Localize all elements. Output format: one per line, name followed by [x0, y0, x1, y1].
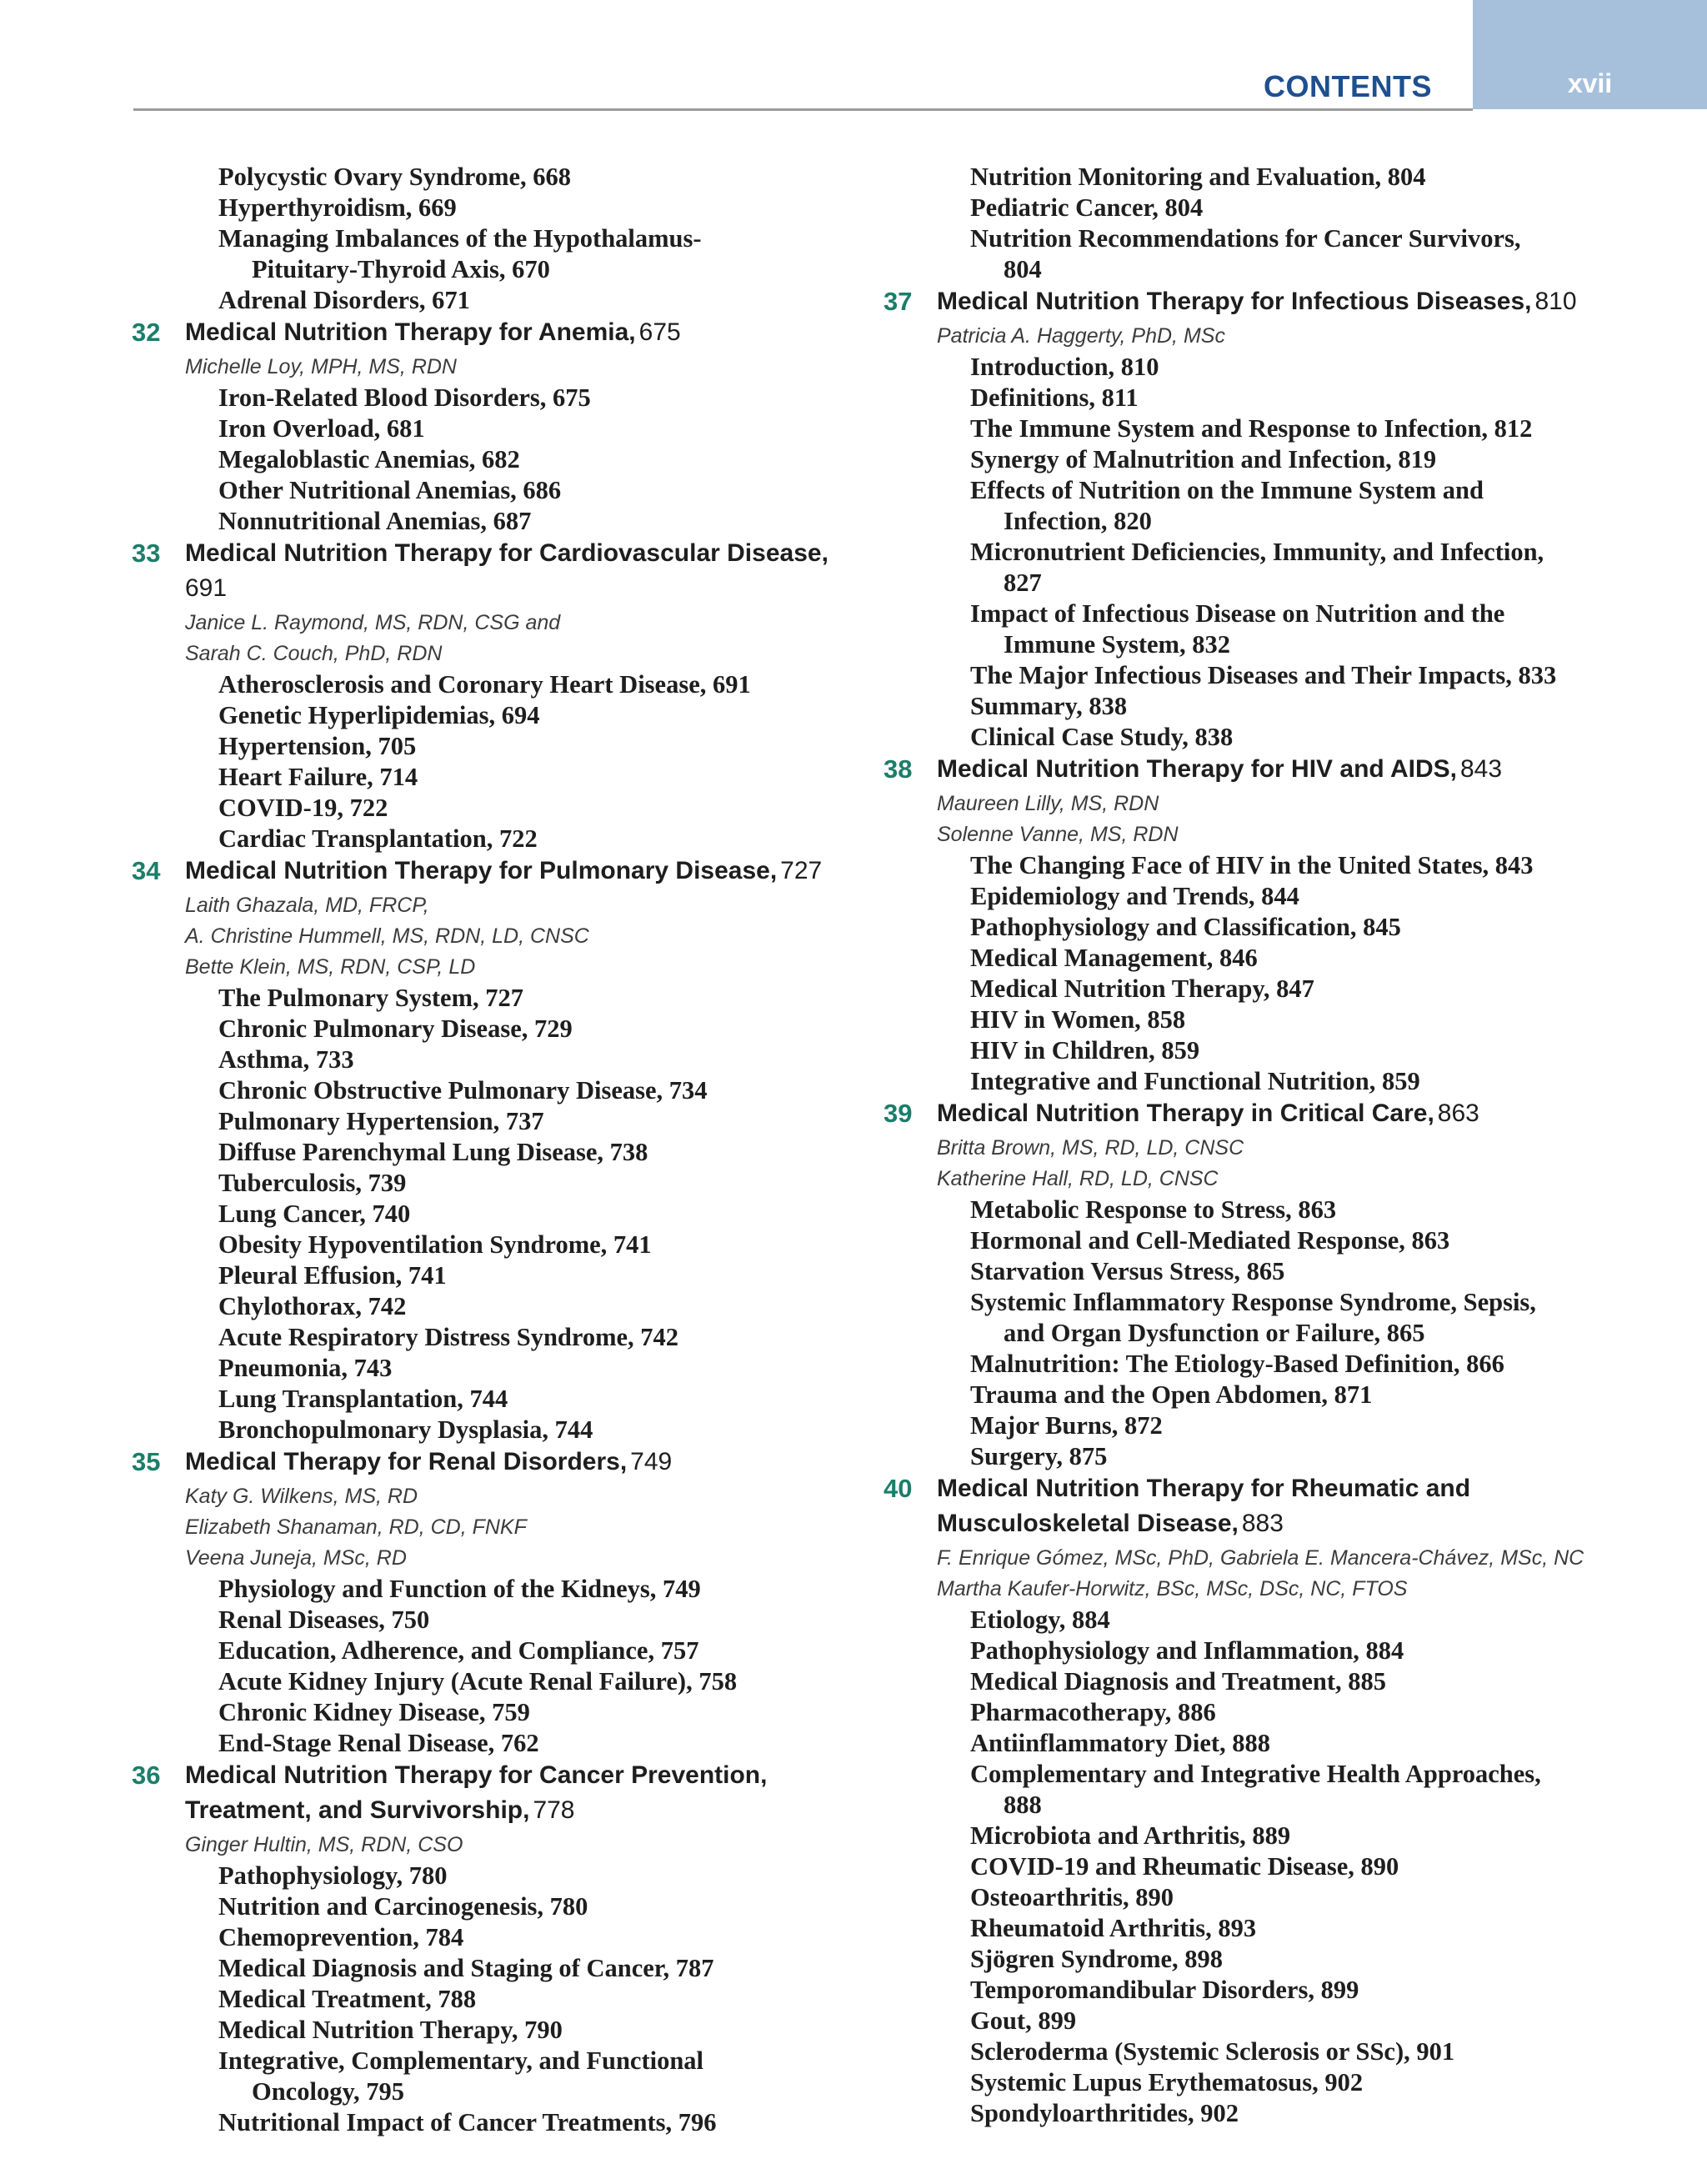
- section-title: Medical Management, 846: [970, 944, 1258, 972]
- section-title: Starvation Versus Stress, 865: [970, 1257, 1285, 1285]
- chapter-author: Martha Kaufer-Horwitz, BSc, MSc, DSc, NC, FTOS: [937, 1577, 1408, 1600]
- section-title: Adrenal Disorders, 671: [218, 286, 470, 314]
- section-title: Microbiota and Arthritis, 889: [970, 1821, 1291, 1850]
- section-title: Atherosclerosis and Coronary Heart Disease, 691: [218, 670, 751, 699]
- section-entry[interactable]: [125, 1106, 859, 1137]
- section-entry[interactable]: [125, 223, 859, 285]
- section-entry[interactable]: [877, 1759, 1610, 1821]
- section-title: Chylothorax, 742: [218, 1292, 407, 1320]
- section-entry[interactable]: [877, 444, 1610, 475]
- chapter-number: 33: [132, 538, 161, 568]
- toc-left-column: [125, 162, 859, 2138]
- section-entry[interactable]: [125, 1697, 859, 1728]
- section-title: Pathophysiology and Inflammation, 884: [970, 1636, 1404, 1665]
- chapter-title: Medical Nutrition Therapy for Pulmonary Disease,: [185, 857, 778, 884]
- section-title: Summary, 838: [970, 692, 1128, 720]
- section-title: Medical Diagnosis and Staging of Cancer, 787: [218, 1954, 714, 1982]
- section-title: Acute Respiratory Distress Syndrome, 742: [218, 1323, 679, 1351]
- section-entry[interactable]: [877, 881, 1610, 912]
- section-title: Effects of Nutrition on the Immune System and: [970, 476, 1484, 504]
- section-entry[interactable]: [877, 2067, 1610, 2098]
- section-title: Nutrition Monitoring and Evaluation, 804: [970, 163, 1426, 191]
- chapter-number: 35: [132, 1447, 161, 1476]
- section-entry[interactable]: [125, 1014, 859, 1044]
- section-entry[interactable]: [125, 1984, 859, 2015]
- section-title: Medical Nutrition Therapy, 790: [218, 2016, 563, 2044]
- chapter-author: F. Enrique Gómez, MSc, PhD, Gabriela E. Mancera-Chávez, MSc, NC: [937, 1546, 1584, 1570]
- section-title: Medical Diagnosis and Treatment, 885: [970, 1667, 1387, 1696]
- chapter-title: Medical Nutrition Therapy for Rheumatic and Musculoskeletal Disease,: [937, 1475, 1471, 1537]
- section-entry[interactable]: [125, 1635, 859, 1666]
- section-title-continued: Pituitary-Thyroid Axis, 670: [252, 255, 550, 283]
- chapter-page: 727: [780, 857, 823, 884]
- section-title: Chronic Obstructive Pulmonary Disease, 734: [218, 1076, 708, 1105]
- chapter-page: 778: [533, 1796, 575, 1824]
- chapter-author: Elizabeth Shanaman, RD, CD, FNKF: [185, 1515, 527, 1539]
- section-title: Impact of Infectious Disease on Nutrition and the: [970, 599, 1505, 628]
- section-entry[interactable]: [125, 1415, 859, 1445]
- chapter-author: Bette Klein, MS, RDN, CSP, LD: [185, 955, 476, 979]
- chapter-entry[interactable]: [125, 1760, 859, 1830]
- section-title: Integrative and Functional Nutrition, 859: [970, 1067, 1420, 1095]
- chapter-title: Medical Therapy for Renal Disorders,: [185, 1448, 628, 1475]
- section-entry[interactable]: [877, 383, 1610, 413]
- section-entry[interactable]: [877, 1666, 1610, 1697]
- section-entry[interactable]: [877, 2036, 1610, 2067]
- section-entry[interactable]: [125, 1353, 859, 1384]
- section-title: Lung Cancer, 740: [218, 1200, 411, 1228]
- section-entry[interactable]: [125, 162, 859, 193]
- section-title: HIV in Women, 858: [970, 1005, 1186, 1034]
- running-head: CONTENTS: [1264, 69, 1432, 103]
- section-entry[interactable]: [877, 1697, 1610, 1728]
- section-entry[interactable]: [877, 1035, 1610, 1066]
- section-title: Iron Overload, 681: [218, 414, 425, 443]
- chapter-author: Laith Ghazala, MD, FRCP,: [185, 894, 429, 917]
- section-title: Iron-Related Blood Disorders, 675: [218, 383, 591, 412]
- section-entry[interactable]: [877, 850, 1610, 881]
- chapter-number: 39: [884, 1099, 913, 1128]
- section-title: Polycystic Ovary Syndrome, 668: [218, 163, 572, 191]
- section-title: Introduction, 810: [970, 353, 1159, 381]
- chapter-page: 863: [1437, 1100, 1479, 1127]
- section-title: HIV in Children, 859: [970, 1036, 1200, 1064]
- section-title: The Major Infectious Diseases and Their Impacts, 833: [970, 661, 1557, 689]
- section-title: The Pulmonary System, 727: [218, 984, 523, 1012]
- section-entry[interactable]: [877, 1349, 1610, 1380]
- section-entry[interactable]: [877, 1882, 1610, 1913]
- chapter-title: Medical Nutrition Therapy for HIV and AIDS,: [937, 755, 1457, 783]
- chapter-entry[interactable]: [877, 1473, 1610, 1543]
- section-entry[interactable]: [125, 1922, 859, 1953]
- chapter-page: 691: [185, 574, 228, 602]
- chapter-title: Medical Nutrition Therapy in Critical Care,: [937, 1100, 1434, 1127]
- section-title: Temporomandibular Disorders, 899: [970, 1976, 1359, 2004]
- section-entry[interactable]: [125, 1666, 859, 1697]
- section-entry[interactable]: [125, 475, 859, 506]
- section-title: Lung Transplantation, 744: [218, 1385, 508, 1413]
- section-title: Nutritional Impact of Cancer Treatments, 796: [218, 2108, 717, 2136]
- section-title: Chemoprevention, 784: [218, 1923, 464, 1951]
- toc-right-column: [877, 162, 1610, 2129]
- section-title: Heart Failure, 714: [218, 763, 418, 791]
- chapter-author: Katy G. Wilkens, MS, RD: [185, 1485, 418, 1508]
- chapter-author: A. Christine Hummell, MS, RDN, LD, CNSC: [185, 924, 589, 948]
- section-entry[interactable]: [877, 2006, 1610, 2036]
- section-entry[interactable]: [125, 2107, 859, 2138]
- chapter-entry[interactable]: [877, 754, 1610, 789]
- section-entry[interactable]: [125, 444, 859, 475]
- section-title: Rheumatoid Arthritis, 893: [970, 1914, 1257, 1942]
- section-entry[interactable]: [877, 193, 1610, 223]
- section-entry[interactable]: [125, 1260, 859, 1291]
- chapter-author: Ginger Hultin, MS, RDN, CSO: [185, 1833, 463, 1856]
- section-title: Synergy of Malnutrition and Infection, 819: [970, 445, 1437, 473]
- section-title: Major Burns, 872: [970, 1411, 1163, 1440]
- section-title: Pharmacotherapy, 886: [970, 1698, 1216, 1726]
- section-entry[interactable]: [877, 691, 1610, 722]
- chapter-number: 36: [132, 1761, 161, 1790]
- section-entry[interactable]: [125, 285, 859, 316]
- chapter-page: 749: [630, 1448, 673, 1475]
- section-entry[interactable]: [125, 1891, 859, 1922]
- chapter-entry[interactable]: [125, 538, 859, 608]
- section-title: Pathophysiology, 780: [218, 1861, 448, 1890]
- chapter-author: Katherine Hall, RD, LD, CNSC: [937, 1167, 1219, 1190]
- section-title: COVID-19, 722: [218, 794, 388, 822]
- section-entry[interactable]: [125, 669, 859, 700]
- section-entry[interactable]: [125, 1168, 859, 1199]
- section-entry[interactable]: [125, 824, 859, 854]
- section-entry[interactable]: [877, 1975, 1610, 2006]
- section-entry[interactable]: [877, 660, 1610, 691]
- chapter-number: 40: [884, 1474, 913, 1503]
- section-title: Genetic Hyperlipidemias, 694: [218, 701, 540, 729]
- section-title: Metabolic Response to Stress, 863: [970, 1195, 1337, 1224]
- section-title: Medical Treatment, 788: [218, 1985, 477, 2013]
- section-title: Obesity Hypoventilation Syndrome, 741: [218, 1230, 652, 1259]
- section-title: Pneumonia, 743: [218, 1354, 393, 1382]
- chapter-title: Medical Nutrition Therapy for Cancer Prevention, Treatment, and Survivorship,: [185, 1761, 768, 1824]
- section-entry[interactable]: [877, 1851, 1610, 1882]
- section-title: Acute Kidney Injury (Acute Renal Failure), 758: [218, 1667, 738, 1696]
- section-entry[interactable]: [877, 537, 1610, 599]
- section-entry[interactable]: [125, 731, 859, 762]
- chapter-entry[interactable]: [877, 286, 1610, 321]
- section-title: Other Nutritional Anemias, 686: [218, 476, 562, 504]
- section-entry[interactable]: [877, 1913, 1610, 1944]
- section-title: Megaloblastic Anemias, 682: [218, 445, 520, 473]
- section-entry[interactable]: [877, 943, 1610, 974]
- section-title: Epidemiology and Trends, 844: [970, 882, 1299, 910]
- section-entry[interactable]: [125, 1199, 859, 1230]
- section-entry[interactable]: [877, 1441, 1610, 1472]
- section-entry[interactable]: [125, 1605, 859, 1635]
- section-title: Trauma and the Open Abdomen, 871: [970, 1380, 1373, 1409]
- section-entry[interactable]: [125, 762, 859, 793]
- section-entry[interactable]: [125, 1291, 859, 1322]
- section-entry[interactable]: [125, 413, 859, 444]
- section-entry[interactable]: [877, 1728, 1610, 1759]
- section-entry[interactable]: [125, 193, 859, 223]
- chapter-author: Patricia A. Haggerty, PhD, MSc: [937, 324, 1225, 348]
- section-title: Sjögren Syndrome, 898: [970, 1945, 1224, 1973]
- section-entry[interactable]: [877, 1944, 1610, 1975]
- chapter-entry[interactable]: [125, 855, 859, 890]
- section-title: Systemic Lupus Erythematosus, 902: [970, 2068, 1364, 2096]
- section-title: Hormonal and Cell-Mediated Response, 863: [970, 1226, 1450, 1255]
- chapter-page: 843: [1459, 755, 1503, 783]
- section-title-continued: 888: [1004, 1791, 1042, 1819]
- chapter-author: Britta Brown, MS, RD, LD, CNSC: [937, 1136, 1244, 1160]
- section-entry[interactable]: [125, 793, 859, 824]
- section-title: Nonnutritional Anemias, 687: [218, 507, 532, 535]
- section-title: Hypertension, 705: [218, 732, 417, 760]
- section-entry[interactable]: [125, 1044, 859, 1075]
- section-title: Education, Adherence, and Compliance, 757: [218, 1636, 699, 1665]
- section-title: Systemic Inflammatory Response Syndrome, Sepsis,: [970, 1288, 1536, 1316]
- section-entry[interactable]: [125, 1075, 859, 1106]
- section-title: Pathophysiology and Classification, 845: [970, 913, 1401, 941]
- chapter-number: 37: [884, 287, 913, 316]
- section-title-continued: Infection, 820: [1004, 507, 1152, 535]
- section-title: Antiinflammatory Diet, 888: [970, 1729, 1271, 1757]
- section-title: Chronic Pulmonary Disease, 729: [218, 1014, 573, 1043]
- section-title: Complementary and Integrative Health Approaches,: [970, 1760, 1541, 1788]
- section-title: Osteoarthritis, 890: [970, 1883, 1174, 1911]
- section-entry[interactable]: [877, 1195, 1610, 1225]
- section-entry[interactable]: [877, 1004, 1610, 1035]
- section-entry[interactable]: [877, 974, 1610, 1004]
- section-title: Surgery, 875: [970, 1442, 1108, 1470]
- section-entry[interactable]: [125, 983, 859, 1014]
- section-title-continued: 827: [1004, 569, 1042, 597]
- section-entry[interactable]: [877, 1287, 1610, 1349]
- section-title: Micronutrient Deficiencies, Immunity, and Infection,: [970, 538, 1544, 566]
- section-title: Pleural Effusion, 741: [218, 1261, 447, 1290]
- section-entry[interactable]: [125, 2015, 859, 2046]
- section-title: Definitions, 811: [970, 383, 1139, 412]
- section-title: COVID-19 and Rheumatic Disease, 890: [970, 1852, 1399, 1881]
- section-entry[interactable]: [125, 1137, 859, 1168]
- section-title: Clinical Case Study, 838: [970, 723, 1234, 751]
- section-entry[interactable]: [877, 162, 1610, 193]
- section-title: The Changing Face of HIV in the United States, 843: [970, 851, 1534, 879]
- chapter-number: 32: [132, 318, 161, 347]
- chapter-page: 810: [1534, 288, 1577, 315]
- section-entry[interactable]: [125, 700, 859, 731]
- chapter-title: Medical Nutrition Therapy for Infectious Diseases,: [937, 288, 1532, 315]
- chapter-entry[interactable]: [877, 1098, 1610, 1133]
- chapter-title: Medical Nutrition Therapy for Anemia,: [185, 318, 636, 346]
- page-number: xvii: [1567, 68, 1613, 98]
- section-title: Scleroderma (Systemic Sclerosis or SSc), 901: [970, 2037, 1455, 2066]
- section-entry[interactable]: [125, 1953, 859, 1984]
- section-title: Gout, 899: [970, 2006, 1077, 2035]
- chapter-entry[interactable]: [125, 1446, 859, 1481]
- section-entry[interactable]: [125, 383, 859, 413]
- section-entry[interactable]: [125, 1728, 859, 1759]
- section-entry[interactable]: [877, 1380, 1610, 1410]
- section-entry[interactable]: [877, 1225, 1610, 1256]
- section-title: The Immune System and Response to Infection, 812: [970, 414, 1533, 443]
- chapter-author: Sarah C. Couch, PhD, RDN: [185, 642, 443, 665]
- chapter-page: 883: [1241, 1510, 1284, 1537]
- chapter-author: Solenne Vanne, MS, RDN: [937, 823, 1179, 846]
- section-entry[interactable]: [125, 1861, 859, 1891]
- section-title: Malnutrition: The Etiology-Based Definition, 866: [970, 1350, 1504, 1378]
- section-entry[interactable]: [125, 506, 859, 537]
- section-title: Nutrition Recommendations for Cancer Survivors,: [970, 224, 1521, 253]
- section-entry[interactable]: [877, 223, 1610, 285]
- section-title: Bronchopulmonary Dysplasia, 744: [218, 1415, 593, 1444]
- section-entry[interactable]: [125, 1230, 859, 1260]
- section-entry[interactable]: [877, 413, 1610, 444]
- section-entry[interactable]: [877, 1066, 1610, 1097]
- section-title: Nutrition and Carcinogenesis, 780: [218, 1892, 588, 1921]
- chapter-entry[interactable]: [125, 317, 859, 352]
- chapter-page: 675: [638, 318, 681, 346]
- section-title: Hyperthyroidism, 669: [218, 193, 457, 222]
- section-entry[interactable]: [125, 1384, 859, 1415]
- section-title: Pediatric Cancer, 804: [970, 193, 1204, 222]
- section-entry[interactable]: [877, 1410, 1610, 1441]
- section-title: Tuberculosis, 739: [218, 1169, 407, 1197]
- section-entry[interactable]: [877, 352, 1610, 383]
- section-title: Asthma, 733: [218, 1045, 354, 1074]
- section-title: Spondyloarthritides, 902: [970, 2099, 1239, 2127]
- section-entry[interactable]: [877, 722, 1610, 753]
- section-title-continued: Immune System, 832: [1004, 630, 1230, 659]
- chapter-author: Michelle Loy, MPH, MS, RDN: [185, 355, 457, 378]
- section-entry[interactable]: [125, 1574, 859, 1605]
- section-title: Managing Imbalances of the Hypothalamus-: [218, 224, 702, 253]
- section-title: Renal Diseases, 750: [218, 1605, 430, 1634]
- chapter-author: Janice L. Raymond, MS, RDN, CSG and: [185, 611, 561, 634]
- section-entry[interactable]: [877, 599, 1610, 660]
- section-entry[interactable]: [125, 1322, 859, 1353]
- section-entry[interactable]: [877, 912, 1610, 943]
- section-title: Physiology and Function of the Kidneys, 749: [218, 1575, 701, 1603]
- chapter-number: 38: [884, 754, 913, 784]
- section-title-continued: and Organ Dysfunction or Failure, 865: [1004, 1319, 1425, 1347]
- chapter-author: Veena Juneja, MSc, RD: [185, 1546, 407, 1570]
- section-title: Etiology, 884: [970, 1605, 1110, 1634]
- chapter-author: Maureen Lilly, MS, RDN: [937, 792, 1159, 815]
- section-entry[interactable]: [877, 2098, 1610, 2129]
- section-title-continued: 804: [1004, 255, 1042, 283]
- section-entry[interactable]: [877, 475, 1610, 537]
- section-title: End-Stage Renal Disease, 762: [218, 1729, 539, 1757]
- section-entry[interactable]: [877, 1256, 1610, 1287]
- section-title: Chronic Kidney Disease, 759: [218, 1698, 530, 1726]
- section-title: Medical Nutrition Therapy, 847: [970, 974, 1314, 1003]
- section-entry[interactable]: [877, 1605, 1610, 1635]
- section-title: Cardiac Transplantation, 722: [218, 824, 538, 853]
- chapter-title: Medical Nutrition Therapy for Cardiovascular Disease,: [185, 539, 828, 567]
- section-entry[interactable]: [125, 2046, 859, 2107]
- section-title: Diffuse Parenchymal Lung Disease, 738: [218, 1138, 648, 1166]
- section-entry[interactable]: [877, 1635, 1610, 1666]
- section-entry[interactable]: [877, 1821, 1610, 1851]
- section-title-continued: Oncology, 795: [252, 2077, 405, 2106]
- section-title: Pulmonary Hypertension, 737: [218, 1107, 544, 1135]
- section-title: Integrative, Complementary, and Functional: [218, 2046, 704, 2075]
- chapter-number: 34: [132, 856, 161, 885]
- header-rule: [133, 108, 1473, 111]
